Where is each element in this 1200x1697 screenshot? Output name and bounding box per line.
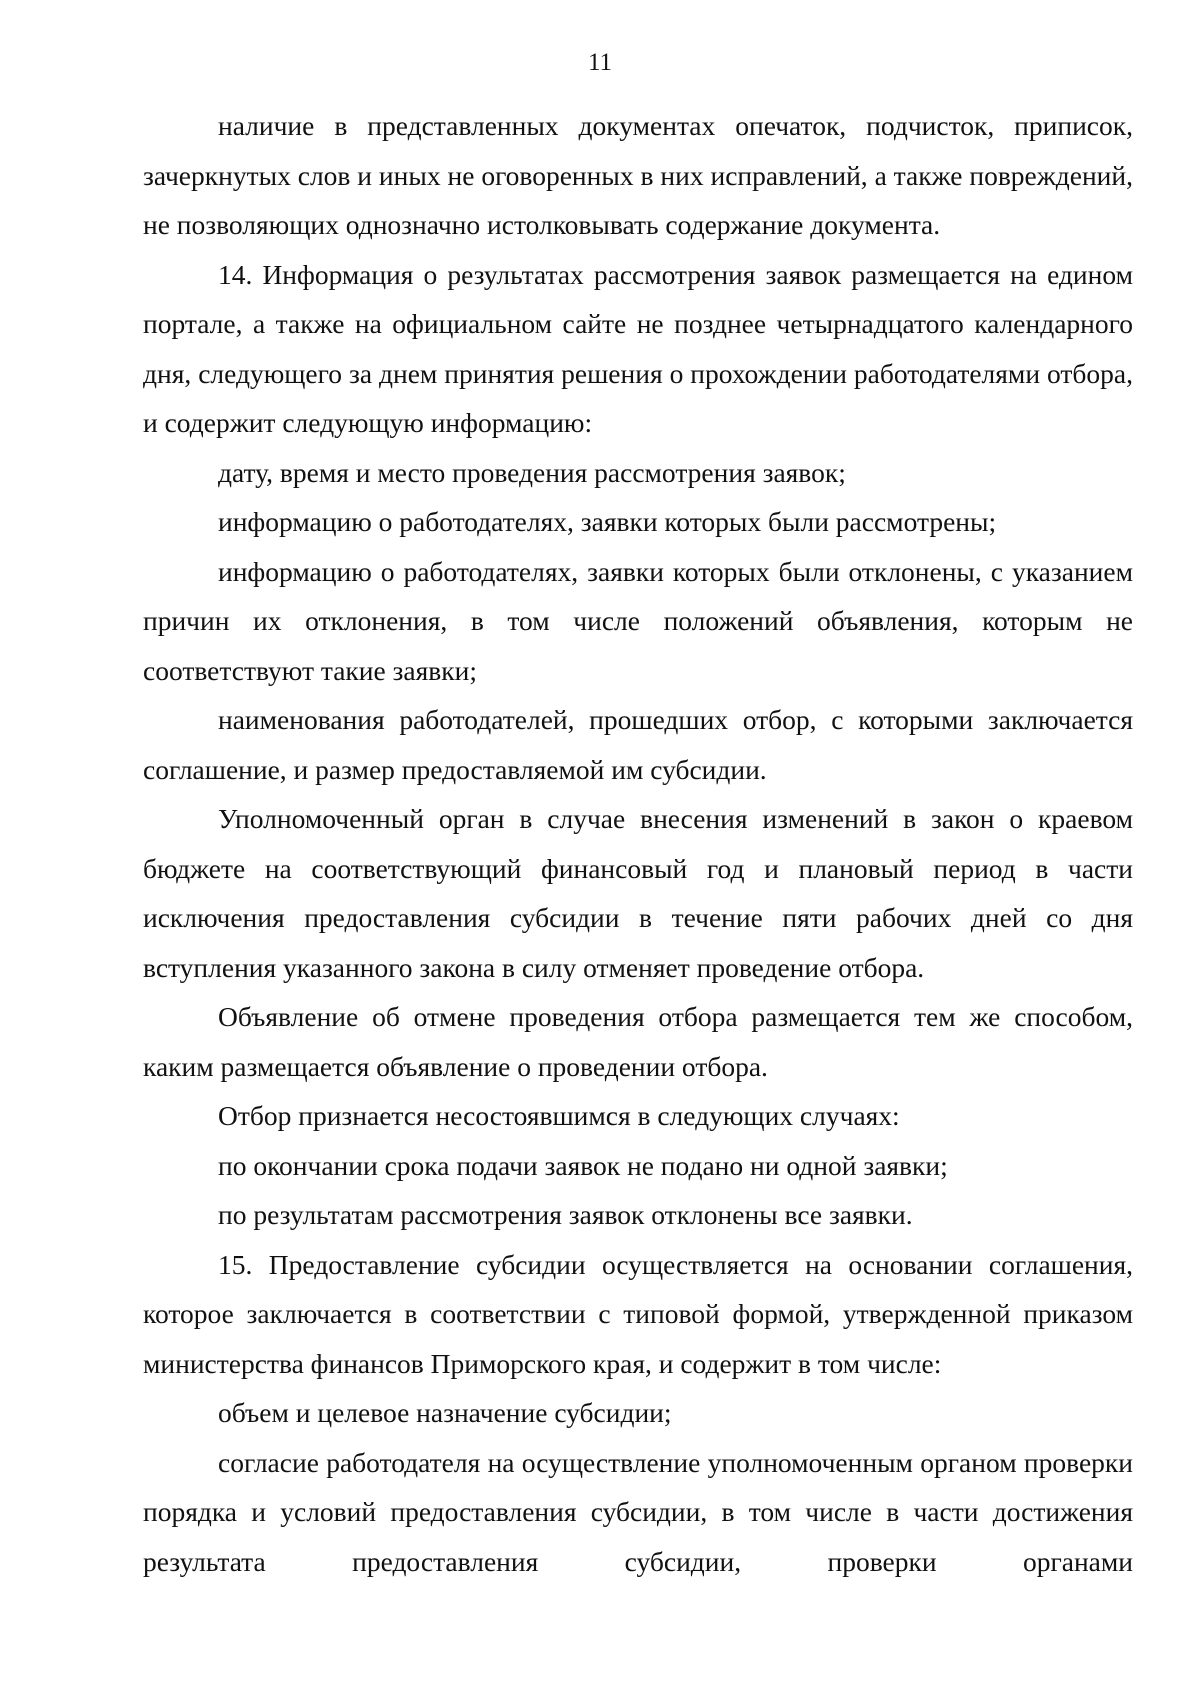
list-item: по окончании срока подачи заявок не подано ни одной заявки; [218,1149,948,1181]
document-body [143,101,1133,1586]
list-item: объем и целевое назначение субсидии; [218,1397,672,1428]
list-item: наименования работодателей, прошедших отбор, с которыми заключается соглашение, и размер предоставляемой им субсидии. [143,704,1133,785]
page-number: 11 [587,49,613,76]
list-item: информацию о работодателях, заявки которых были рассмотрены; [218,506,997,537]
list-item: информацию о работодателях, заявки которых были отклонены, с указанием причин их отклонения, в том числе положений объявления, которым не соответствуют такие заявки; [143,555,1133,686]
paragraph-item: Объявление об отмене проведения отбора размещается тем же способом, каким размещается объявление о проведении отбора. [143,1001,1133,1082]
paragraph-item: 15. Предоставление субсидии осуществляется на основании соглашения, которое заключается в соответствии с типовой формой, утвержденной приказом министерства финансов Приморского края, и содержит в том числе: [143,1248,1133,1379]
paragraph-item: Отбор признается несостоявшимся в следующих случаях: [218,1100,900,1131]
list-item-continued: согласие работодателя на осуществление уполномоченным органом проверки порядка и условий предоставления субсидии, в том числе в части достижения результата предоставления субсидии, проверки органами [143,1446,1133,1577]
paragraph-item: 14. Информация о результатах рассмотрения заявок размещается на едином портале, а также на официальном сайте не позднее четырнадцатого календарного дня, следующего за днем принятия решения о прохождении работодателями отбора, и содержит следующую информацию: [143,258,1133,438]
paragraph-item: Уполномоченный орган в случае внесения изменений в закон о краевом бюджете на соответствующий финансовый год и плановый период в части исключения предоставления субсидии в течение пяти рабочих дней со дня вступления указанного закона в силу отменяет проведение отбора. [143,803,1133,983]
list-item: по результатам рассмотрения заявок отклонены все заявки. [218,1199,913,1230]
list-item: дату, время и место проведения рассмотрения заявок; [218,456,846,488]
paragraph-item: наличие в представленных документах опечаток, подчисток, приписок, зачеркнутых слов и иных не оговоренных в них исправлений, а также повреждений, не позволяющих однозначно истолковывать содержание документа. [143,110,1133,240]
